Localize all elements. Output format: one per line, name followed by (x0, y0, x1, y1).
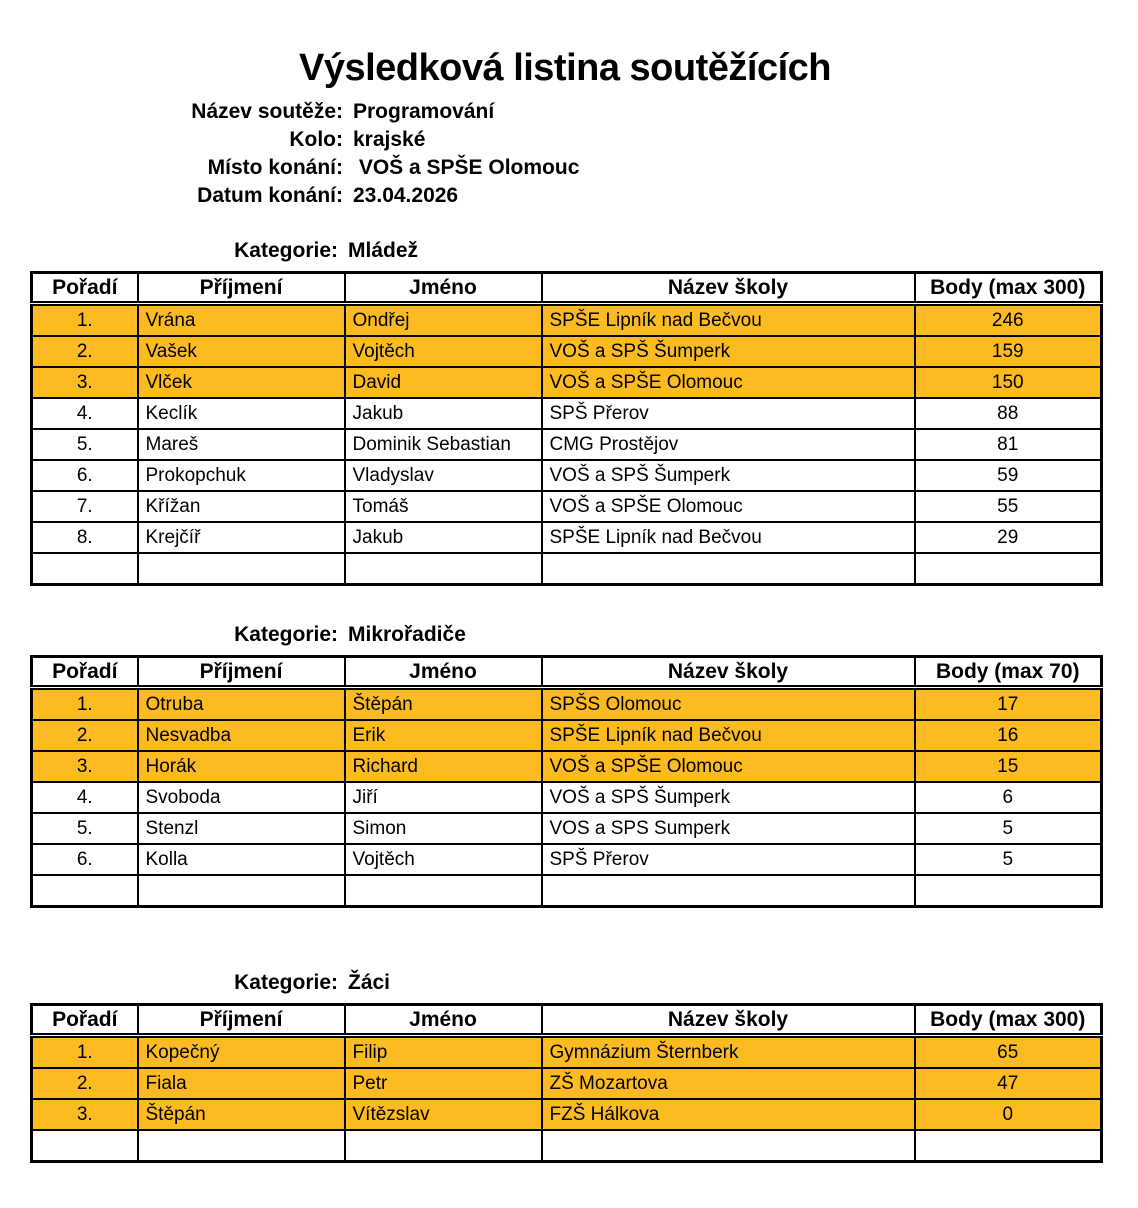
school-cell: VOŠ a SPŠ Šumperk (542, 460, 915, 491)
round-label: Kolo: (289, 128, 343, 151)
col-header-surname: Příjmení (138, 657, 345, 688)
points-cell: 65 (915, 1036, 1102, 1069)
firstname-cell: Vojtěch (345, 336, 542, 367)
rank-cell: 4. (32, 398, 138, 429)
school-cell: Gymnázium Šternberk (542, 1036, 915, 1069)
col-header-surname: Příjmení (138, 1005, 345, 1036)
school-cell: VOŠ a SPŠE Olomouc (542, 751, 915, 782)
table-row (32, 1099, 1102, 1130)
rank-cell: 7. (32, 491, 138, 522)
surname-cell: Otruba (138, 688, 345, 721)
page-title: Výsledková listina soutěžících (299, 47, 831, 89)
school-cell: VOŠ a SPŠ Šumperk (542, 336, 915, 367)
category-section-mladez (30, 238, 1100, 586)
table-row (32, 782, 1102, 813)
date-value: 23.04.2026 (353, 184, 459, 207)
category-heading (30, 238, 1100, 264)
col-header-school: Název školy (542, 1005, 915, 1036)
firstname-cell (345, 875, 542, 907)
surname-cell (138, 553, 345, 585)
category-name: Žáci (348, 971, 391, 994)
surname-cell: Prokopchuk (138, 460, 345, 491)
surname-cell: Štěpán (138, 1099, 345, 1130)
points-cell: 159 (915, 336, 1102, 367)
school-cell: SPŠ Přerov (542, 844, 915, 875)
empty-row (32, 1130, 1102, 1162)
surname-cell: Křížan (138, 491, 345, 522)
firstname-cell: Richard (345, 751, 542, 782)
table-header-row (32, 1005, 1102, 1036)
round-value: krajské (353, 128, 426, 151)
surname-cell (138, 875, 345, 907)
firstname-cell: Jakub (345, 522, 542, 553)
empty-row (32, 875, 1102, 907)
table-row (32, 1036, 1102, 1069)
meta-block (30, 98, 1100, 210)
table-row (32, 813, 1102, 844)
results-table-mikroradice (30, 655, 1103, 908)
school-cell: SPŠE Lipník nad Bečvou (542, 522, 915, 553)
col-header-firstname: Jméno (345, 1005, 542, 1036)
category-name: Mikrořadiče (348, 623, 466, 646)
rank-cell: 1. (32, 304, 138, 337)
meta-row-competition (30, 98, 1100, 126)
category-name: Mládež (348, 239, 419, 262)
venue-value: VOŠ a SPŠE Olomouc (353, 156, 580, 179)
empty-row (32, 553, 1102, 585)
rank-cell: 1. (32, 1036, 138, 1069)
points-cell: 29 (915, 522, 1102, 553)
table-row (32, 751, 1102, 782)
school-cell: SPŠE Lipník nad Bečvou (542, 720, 915, 751)
points-cell: 6 (915, 782, 1102, 813)
firstname-cell: Dominik Sebastian (345, 429, 542, 460)
category-heading (30, 970, 1100, 996)
rank-cell: 5. (32, 813, 138, 844)
school-cell: SPŠS Olomouc (542, 688, 915, 721)
school-cell: ZŠ Mozartova (542, 1068, 915, 1099)
col-header-firstname: Jméno (345, 657, 542, 688)
table-row (32, 720, 1102, 751)
table-row (32, 491, 1102, 522)
competition-name-value: Programování (353, 100, 495, 123)
surname-cell (138, 1130, 345, 1162)
rank-cell (32, 1130, 138, 1162)
points-cell (915, 875, 1102, 907)
surname-cell: Nesvadba (138, 720, 345, 751)
school-cell: VOS a SPS Sumperk (542, 813, 915, 844)
table-row (32, 367, 1102, 398)
table-header-row (32, 273, 1102, 304)
rank-cell: 6. (32, 844, 138, 875)
firstname-cell: Vladyslav (345, 460, 542, 491)
category-label: Kategorie: (234, 623, 338, 646)
firstname-cell: Simon (345, 813, 542, 844)
table-row (32, 460, 1102, 491)
table-row (32, 398, 1102, 429)
school-cell: SPŠE Lipník nad Bečvou (542, 304, 915, 337)
points-cell: 15 (915, 751, 1102, 782)
points-cell: 59 (915, 460, 1102, 491)
firstname-cell: Ondřej (345, 304, 542, 337)
rank-cell: 3. (32, 367, 138, 398)
surname-cell: Stenzl (138, 813, 345, 844)
col-header-firstname: Jméno (345, 273, 542, 304)
school-cell: VOŠ a SPŠE Olomouc (542, 491, 915, 522)
firstname-cell: Filip (345, 1036, 542, 1069)
category-section-zaci (30, 970, 1100, 1163)
table-row (32, 304, 1102, 337)
school-cell: VOŠ a SPŠE Olomouc (542, 367, 915, 398)
school-cell (542, 875, 915, 907)
school-cell: CMG Prostějov (542, 429, 915, 460)
rank-cell: 1. (32, 688, 138, 721)
col-header-rank: Pořadí (32, 1005, 138, 1036)
rank-cell: 2. (32, 336, 138, 367)
firstname-cell: Vojtěch (345, 844, 542, 875)
firstname-cell: Vítězslav (345, 1099, 542, 1130)
firstname-cell: Erik (345, 720, 542, 751)
firstname-cell (345, 553, 542, 585)
category-label: Kategorie: (234, 971, 338, 994)
col-header-school: Název školy (542, 657, 915, 688)
results-table-mladez (30, 271, 1103, 586)
points-cell: 150 (915, 367, 1102, 398)
category-section-mikroradice (30, 622, 1100, 908)
venue-label: Místo konání: (207, 156, 343, 179)
points-cell: 55 (915, 491, 1102, 522)
competition-name-label: Název soutěže: (191, 100, 343, 123)
col-header-rank: Pořadí (32, 657, 138, 688)
results-table-zaci (30, 1003, 1103, 1163)
rank-cell: 2. (32, 1068, 138, 1099)
points-cell: 47 (915, 1068, 1102, 1099)
firstname-cell (345, 1130, 542, 1162)
category-heading (30, 622, 1100, 648)
col-header-points: Body (max 70) (915, 657, 1102, 688)
firstname-cell: Tomáš (345, 491, 542, 522)
table-header-row (32, 657, 1102, 688)
points-cell: 17 (915, 688, 1102, 721)
table-row (32, 429, 1102, 460)
table-row (32, 688, 1102, 721)
rank-cell: 8. (32, 522, 138, 553)
school-cell: VOŠ a SPŠ Šumperk (542, 782, 915, 813)
table-row (32, 1068, 1102, 1099)
table-row (32, 844, 1102, 875)
surname-cell: Kopečný (138, 1036, 345, 1069)
rank-cell (32, 875, 138, 907)
rank-cell: 6. (32, 460, 138, 491)
meta-row-venue (30, 154, 1100, 182)
col-header-surname: Příjmení (138, 273, 345, 304)
firstname-cell: Petr (345, 1068, 542, 1099)
col-header-points: Body (max 300) (915, 1005, 1102, 1036)
points-cell: 16 (915, 720, 1102, 751)
surname-cell: Horák (138, 751, 345, 782)
school-cell (542, 1130, 915, 1162)
col-header-school: Název školy (542, 273, 915, 304)
surname-cell: Vrána (138, 304, 345, 337)
surname-cell: Keclík (138, 398, 345, 429)
firstname-cell: David (345, 367, 542, 398)
surname-cell: Mareš (138, 429, 345, 460)
firstname-cell: Štěpán (345, 688, 542, 721)
table-row (32, 336, 1102, 367)
surname-cell: Fiala (138, 1068, 345, 1099)
points-cell: 5 (915, 813, 1102, 844)
firstname-cell: Jakub (345, 398, 542, 429)
firstname-cell: Jiří (345, 782, 542, 813)
rank-cell: 2. (32, 720, 138, 751)
meta-row-date (30, 182, 1100, 210)
rank-cell: 3. (32, 1099, 138, 1130)
school-cell: SPŠ Přerov (542, 398, 915, 429)
table-row (32, 522, 1102, 553)
col-header-points: Body (max 300) (915, 273, 1102, 304)
surname-cell: Svoboda (138, 782, 345, 813)
col-header-rank: Pořadí (32, 273, 138, 304)
category-label: Kategorie: (234, 239, 338, 262)
rank-cell (32, 553, 138, 585)
points-cell (915, 1130, 1102, 1162)
points-cell: 88 (915, 398, 1102, 429)
surname-cell: Vašek (138, 336, 345, 367)
rank-cell: 5. (32, 429, 138, 460)
date-label: Datum konání: (197, 184, 343, 207)
points-cell: 81 (915, 429, 1102, 460)
surname-cell: Vlček (138, 367, 345, 398)
meta-row-round (30, 126, 1100, 154)
rank-cell: 4. (32, 782, 138, 813)
school-cell (542, 553, 915, 585)
surname-cell: Kolla (138, 844, 345, 875)
points-cell: 5 (915, 844, 1102, 875)
points-cell (915, 553, 1102, 585)
school-cell: FZŠ Hálkova (542, 1099, 915, 1130)
rank-cell: 3. (32, 751, 138, 782)
points-cell: 246 (915, 304, 1102, 337)
points-cell: 0 (915, 1099, 1102, 1130)
surname-cell: Krejčíř (138, 522, 345, 553)
